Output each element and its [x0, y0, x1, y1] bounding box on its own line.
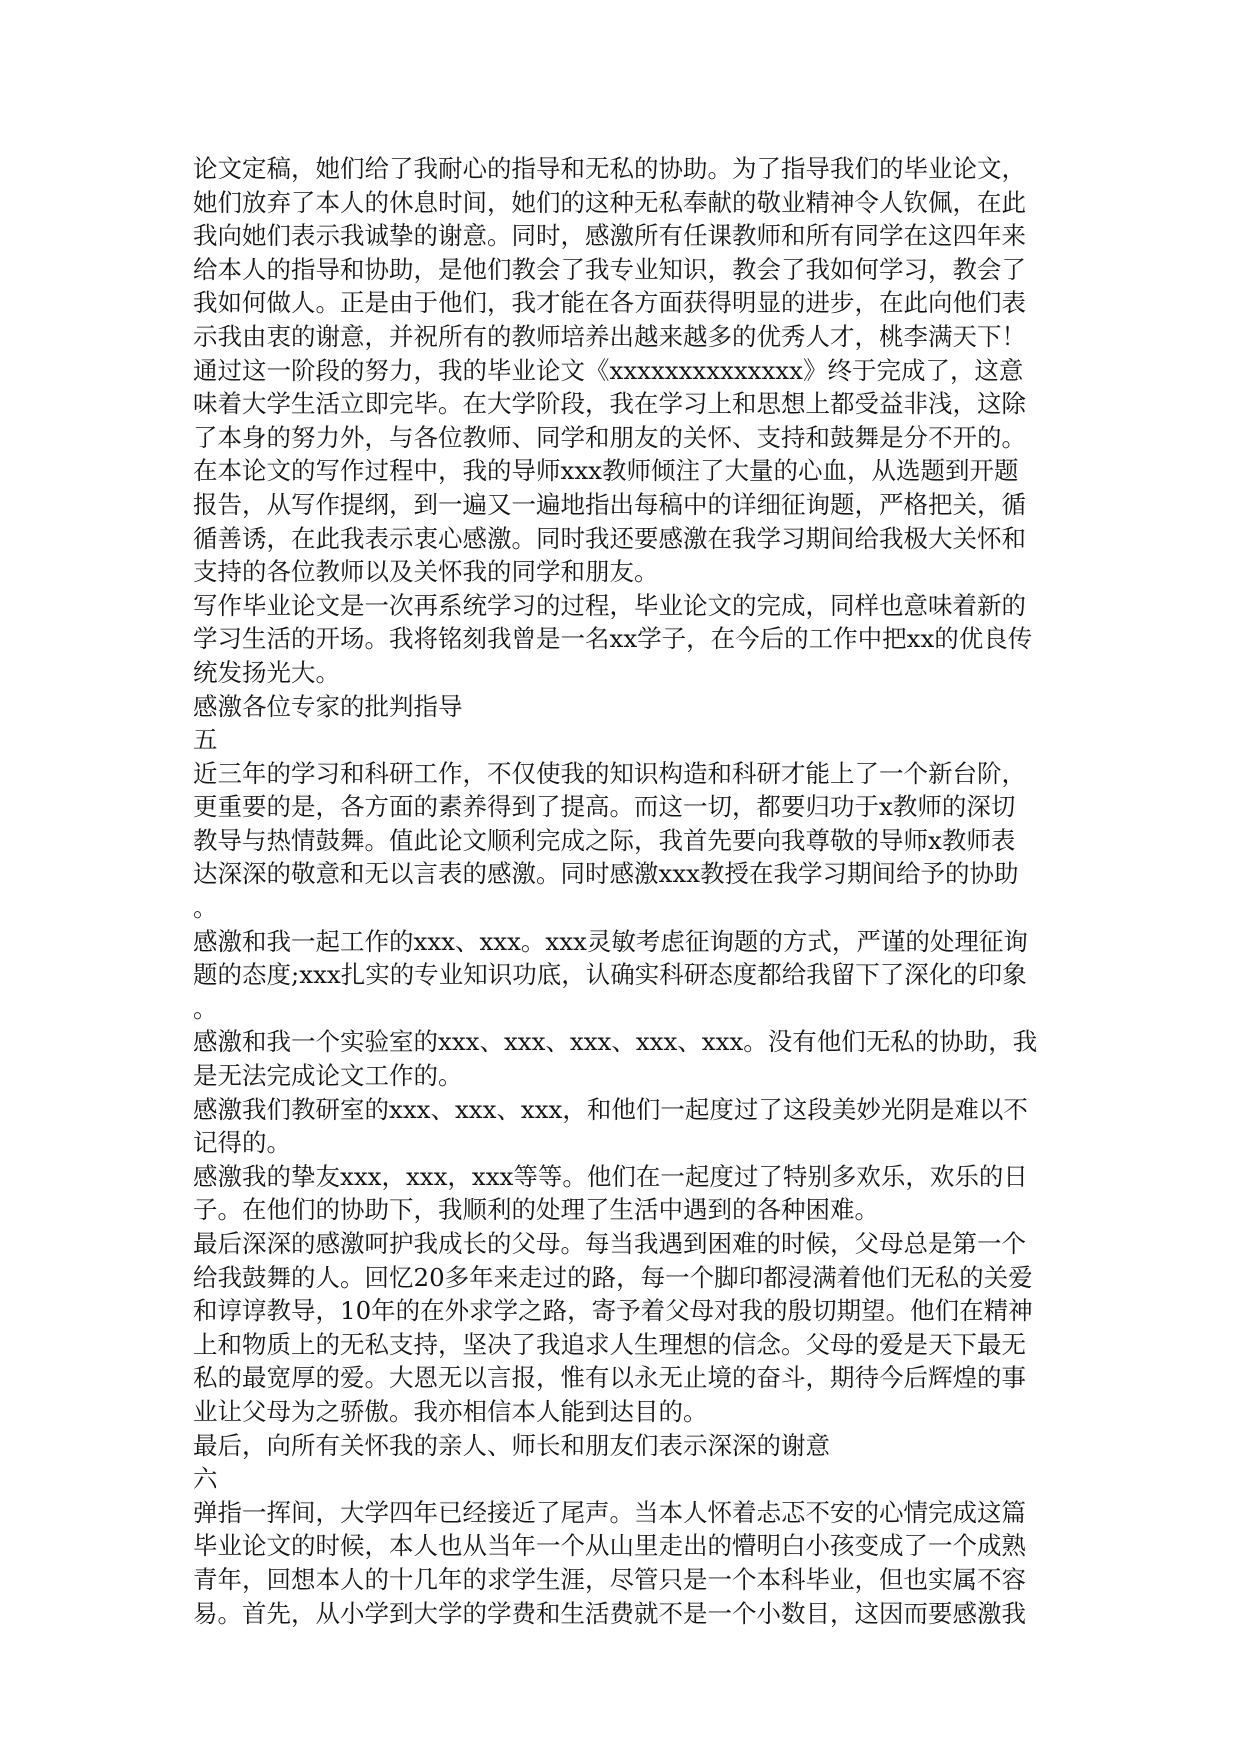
text-line: 给我鼓舞的人。回忆20多年来走过的路，每一个脚印都浸满着他们无私的关爱 [193, 1262, 1033, 1292]
text-line: 在本论文的写作过程中，我的导师xxx教师倾注了大量的心血，从选题到开题 [193, 456, 1019, 486]
text-line: 示我由衷的谢意，并祝所有的教师培养出越来越多的优秀人才，桃李满天下！ [193, 321, 1026, 351]
text-line: 报告，从写作提纲，到一遍又一遍地指出每稿中的详细征询题，严格把关，循 [193, 489, 1026, 519]
text-line: 循善诱，在此我表示衷心感激。同时我还要感激在我学习期间给我极大关怀和 [193, 523, 1026, 553]
text-line: 味着大学生活立即完毕。在大学阶段，我在学习上和思想上都受益非浅，这除 [193, 389, 1026, 419]
text-line: 上和物质上的无私支持，坚决了我追求人生理想的信念。父母的爱是天下最无 [193, 1329, 1026, 1359]
text-line: 私的最宽厚的爱。大恩无以言报，惟有以永无止境的奋斗，期待今后辉煌的事 [193, 1363, 1026, 1393]
text-line: 。 [193, 993, 218, 1023]
text-line: 感激和我一起工作的xxx、xxx。xxx灵敏考虑征询题的方式，严谨的处理征询 [193, 926, 1028, 956]
text-line: 记得的。 [193, 1128, 291, 1158]
text-line: 她们放弃了本人的休息时间，她们的这种无私奉献的敬业精神令人钦佩，在此 [193, 187, 1026, 217]
section-heading: 感激各位专家的批判指导 [193, 691, 463, 721]
text-line: 青年，回想本人的十几年的求学生涯，尽管只是一个本科毕业，但也实属不容 [193, 1564, 1026, 1594]
text-line: 给本人的指导和协助，是他们教会了我专业知识，教会了我如何学习，教会了 [193, 254, 1026, 284]
text-line: 我如何做人。正是由于他们，我才能在各方面获得明显的进步，在此向他们表 [193, 288, 1026, 318]
text-line: 和谆谆教导，10年的在外求学之路，寄予着父母对我的殷切期望。他们在精神 [193, 1296, 1033, 1326]
text-line: 论文定稿，她们给了我耐心的指导和无私的协助。为了指导我们的毕业论文， [193, 154, 1026, 183]
text-line: 教导与热情鼓舞。值此论文顺利完成之际，我首先要向我尊敬的导师x教师表 [193, 825, 1016, 855]
text-line: 统发扬光大。 [193, 657, 340, 687]
text-line: 支持的各位教师以及关怀我的同学和朋友。 [193, 557, 659, 587]
section-number: 六 [193, 1464, 218, 1494]
text-line: 题的态度;xxx扎实的专业知识功底，认确实科研态度都给我留下了深化的印象 [193, 960, 1027, 990]
text-line: 了本身的努力外，与各位教师、同学和朋友的关怀、支持和鼓舞是分不开的。 [193, 422, 1026, 452]
text-line: 写作毕业论文是一次再系统学习的过程，毕业论文的完成，同样也意味着新的 [193, 590, 1026, 620]
text-line: 近三年的学习和科研工作，不仅使我的知识构造和科研才能上了一个新台阶， [193, 758, 1026, 788]
text-line: 通过这一阶段的努力，我的毕业论文《xxxxxxxxxxxxxx》终于完成了，这意 [193, 355, 1024, 385]
text-line: 感激我的挚友xxx，xxx，xxx等等。他们在一起度过了特别多欢乐，欢乐的日 [193, 1161, 1028, 1191]
text-line: 我向她们表示我诚挚的谢意。同时，感激所有任课教师和所有同学在这四年来 [193, 221, 1026, 251]
text-line: 感激和我一个实验室的xxx、xxx、xxx、xxx、xxx。没有他们无私的协助，我 [193, 1027, 1038, 1057]
text-line: 最后深深的感激呵护我成长的父母。每当我遇到困难的时候，父母总是第一个 [193, 1229, 1026, 1258]
section-heading: 最后，向所有关怀我的亲人、师长和朋友们表示深深的谢意 [193, 1430, 830, 1460]
text-line: 弹指一挥间，大学四年已经接近了尾声。当本人怀着忐忑不安的心情完成这篇 [193, 1497, 1026, 1527]
text-line: 业让父母为之骄傲。我亦相信本人能到达目的。 [193, 1396, 708, 1426]
text-line: 易。首先，从小学到大学的学费和生活费就不是一个小数目，这因而要感激我 [193, 1598, 1026, 1628]
text-line: 毕业论文的时候，本人也从当年一个从山里走出的懵明白小孩变成了一个成熟 [193, 1531, 1026, 1561]
text-line: 感激我们教研室的xxx、xxx、xxx，和他们一起度过了这段美妙光阴是难以不 [193, 1094, 1028, 1124]
text-line: 更重要的是，各方面的素养得到了提高。而这一切，都要归功于x教师的深切 [193, 792, 1016, 822]
text-line: 。 [193, 893, 218, 923]
text-line: 子。在他们的协助下，我顺利的处理了生活中遇到的各种困难。 [193, 1195, 879, 1225]
text-line: 是无法完成论文工作的。 [193, 1061, 463, 1091]
text-line: 学习生活的开场。我将铭刻我曾是一名xx学子，在今后的工作中把xx的优良传 [193, 624, 1033, 654]
document-body [193, 152, 1053, 1630]
text-line: 达深深的敬意和无以言表的感激。同时感激xxx教授在我学习期间给予的协助 [193, 859, 1019, 889]
section-number: 五 [193, 725, 218, 755]
